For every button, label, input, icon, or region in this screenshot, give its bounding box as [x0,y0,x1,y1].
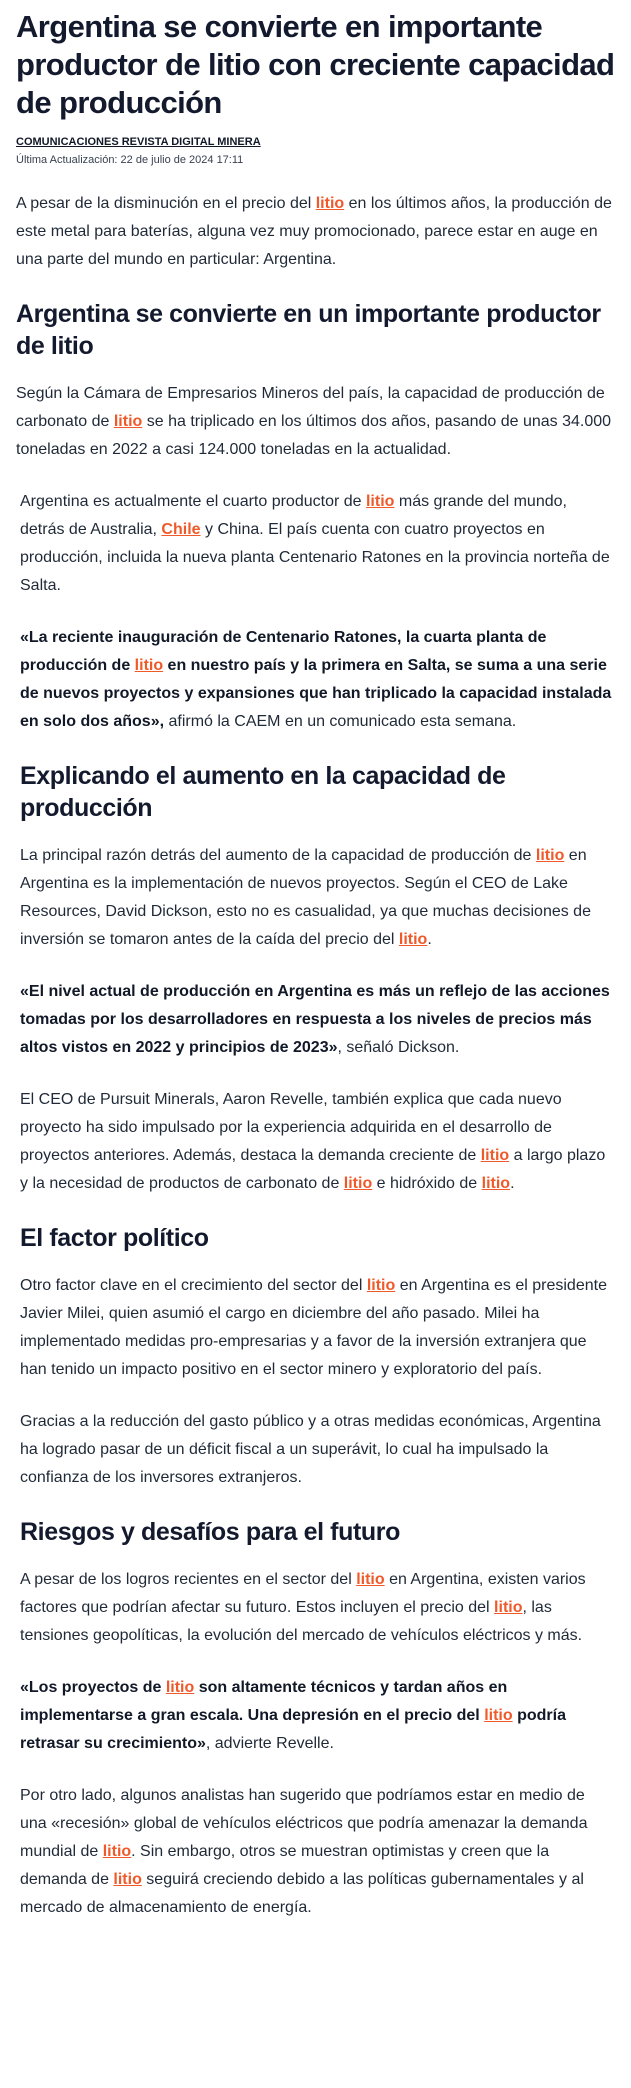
litio-link[interactable]: litio [480,1147,510,1164]
text: . Sin embargo, otros se muestran optimistas y creen que la demanda de [20,1843,550,1888]
text: seguirá creciendo debido a las políticas gubernamentales y al mercado de almacenamiento de energía. [20,1871,584,1916]
author-link[interactable]: COMUNICACIONES REVISTA DIGITAL MINERA [16,136,261,148]
text: Por otro lado, algunos analistas han sugerido que podríamos estar en medio de una «recesión» global de vehículos eléctricos que podría amenazar la demanda mundial de [20,1787,588,1860]
quote-text: «El nivel actual de producción en Argentina es más un reflejo de las acciones tomadas por los desarrolladores en respuesta a los niveles de precios más altos vistos en 2022 y principios de 2023» [20,983,610,1056]
paragraph [20,488,615,600]
litio-link[interactable]: litio [365,493,395,510]
text: , las tensiones geopolíticas, la evolución del mercado de vehículos eléctricos y más. [20,1599,583,1644]
paragraph [20,1782,615,1922]
litio-link[interactable]: litio [494,1599,523,1616]
litio-link[interactable]: litio [343,1175,373,1192]
text: en Argentina, existen varios factores que podrían afectar su futuro. Estos incluyen el precio del [20,1571,586,1616]
text: en Argentina es el presidente Javier Milei, quien asumió el cargo en diciembre del año pasado. Milei ha implementado medidas pro-empresarias y a favor de la inversión extranjera que han tenido un impacto positivo en el sector minero y exploratorio del país. [20,1277,607,1378]
litio-link[interactable]: litio [165,1679,195,1696]
litio-link[interactable]: litio [535,847,565,864]
litio-link[interactable]: litio [398,931,428,948]
section-heading: Explicando el aumento en la capacidad de producción [20,762,506,822]
text: . [427,931,432,948]
litio-link[interactable]: litio [134,657,164,674]
text: se ha triplicado en los últimos dos años, pasando de unas 34.000 toneladas en 2022 a casi 124.000 toneladas en la actualidad. [16,413,612,458]
paragraph: Gracias a la reducción del gasto público y a otras medidas económicas, Argentina ha logrado pasar de un déficit fiscal a un superávit, lo cual ha impulsado la confianza de los inversores extranjeros. [20,1413,601,1486]
paragraph [20,842,615,954]
litio-link[interactable]: litio [102,1843,132,1860]
quote-paragraph [20,1674,615,1758]
text: La principal razón detrás del aumento de la capacidad de producción de [20,847,536,864]
text: son altamente técnicos y tardan años en implementarse a gran escala. Una depresión en el precio del [20,1679,508,1724]
section-heading: El factor político [20,1224,209,1252]
paragraph [20,1086,615,1198]
paragraph [20,1566,615,1650]
litio-link[interactable]: litio [484,1707,513,1724]
text: a largo plazo y la necesidad de productos de carbonato de [20,1147,606,1192]
text: podría retrasar su crecimiento» [20,1707,566,1752]
paragraph [20,1272,615,1384]
quote-paragraph [20,978,615,1062]
litio-link[interactable]: litio [356,1571,385,1588]
text: El CEO de Pursuit Minerals, Aaron Revelle, también explica que cada nuevo proyecto ha sido impulsado por la experiencia adquirida en el desarrollo de proyectos anteriores. Además, destaca la demanda creciente de [20,1091,562,1164]
litio-link[interactable]: litio [315,195,345,212]
section-heading: Argentina se convierte en un importante productor de litio [16,300,601,360]
text: «La reciente inauguración de Centenario Ratones, la cuarta planta de producción de [20,629,547,674]
section-heading: Riesgos y desafíos para el futuro [20,1518,400,1546]
litio-link[interactable]: litio [481,1175,511,1192]
chile-link[interactable]: Chile [161,521,201,538]
intro-paragraph [16,190,615,274]
quote-paragraph [20,624,615,736]
litio-link[interactable]: litio [113,413,143,430]
litio-link[interactable]: litio [366,1277,396,1294]
text: y China. El país cuenta con cuatro proyectos en producción, incluida la nueva planta Centenario Ratones en la provincia norteña de Salta. [20,521,610,594]
text: A pesar de los logros recientes en el sector del [20,1571,357,1588]
text: «Los proyectos de [20,1679,166,1696]
text: Según la Cámara de Empresarios Mineros del país, la capacidad de producción de carbonato de [16,385,605,430]
text: afirmó la CAEM en un comunicado esta semana. [164,713,517,730]
last-updated: Última Actualización: 22 de julio de 2024 17:11 [16,154,244,166]
text: . [510,1175,515,1192]
paragraph [16,380,615,464]
text: , señaló Dickson. [337,1039,460,1056]
text: más grande del mundo, detrás de Australia, [20,493,567,538]
text: en nuestro país y la primera en Salta, se suma a una serie de nuevos proyectos y expansiones que han triplicado la capacidad instalada en solo dos años», [20,657,612,730]
text: , advierte Revelle. [205,1735,334,1752]
text: en Argentina es la implementación de nuevos proyectos. Según el CEO de Lake Resources, David Dickson, esto no es casualidad, ya que muchas decisiones de inversión se tomaron antes de la caída del precio del [20,847,591,948]
text: e hidróxido de [372,1175,482,1192]
text: Otro factor clave en el crecimiento del sector del [20,1277,367,1294]
article-title: Argentina se convierte en importante productor de litio con creciente capacidad de producción [16,9,615,120]
litio-link[interactable]: litio [113,1871,142,1888]
text: A pesar de la disminución en el precio del [16,195,316,212]
text: en los últimos años, la producción de este metal para baterías, alguna vez muy promocionado, parece estar en auge en una parte del mundo en particular: Argentina. [16,195,612,268]
text: Argentina es actualmente el cuarto productor de [20,493,366,510]
